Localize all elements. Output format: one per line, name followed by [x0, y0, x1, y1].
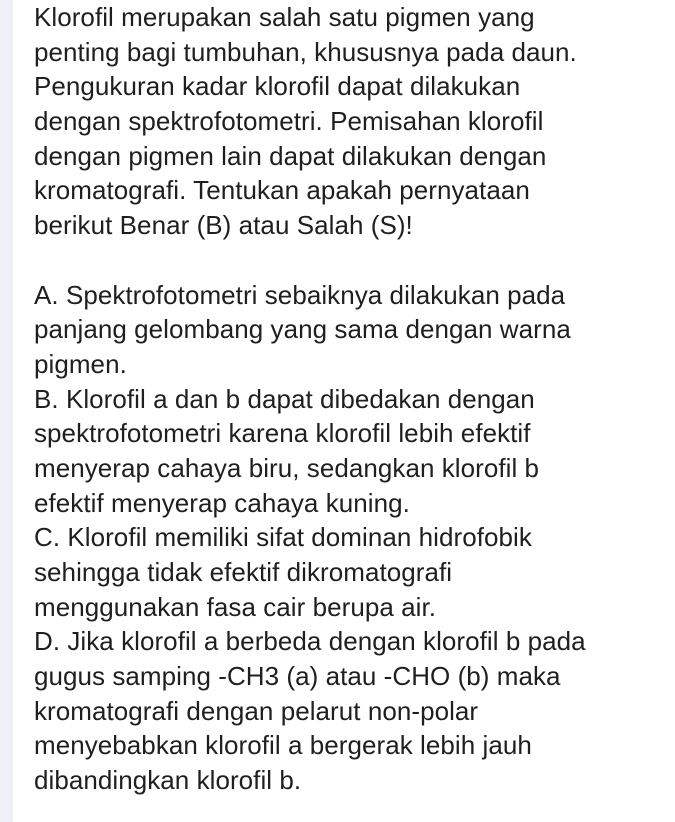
statement-line: sehingga tidak efektif dikromatografi — [34, 557, 453, 587]
statement-c — [34, 520, 674, 624]
statement-line: gugus samping -CH3 (a) atau -CHO (b) maka — [34, 661, 561, 692]
statement-line: dibandingkan klorofil b. — [34, 765, 302, 796]
left-border-bar — [0, 0, 13, 822]
statement-line: C. Klorofil memiliki sifat dominan hidrofobik — [34, 522, 532, 553]
statement-line: menggunakan fasa cair berupa air. — [34, 591, 437, 622]
intro-line: dengan pigmen lain dapat dilakukan dengan — [34, 140, 547, 171]
intro-line: dengan spektrofotometri. Pemisahan klorofil — [34, 106, 544, 137]
statement-line: pigmen. — [34, 348, 127, 379]
statement-line: menyebabkan klorofil a bergerak lebih jauh — [34, 730, 532, 761]
statement-line: menyerap cahaya biru, sedangkan klorofil b — [34, 452, 540, 483]
statement-line: kromatografi dengan pelarut non-polar — [34, 695, 479, 726]
intro-line: penting bagi tumbuhan, khususnya pada daun. — [34, 36, 577, 67]
intro-line: kromatografi. Tentukan apakah pernyataan — [34, 175, 530, 206]
statement-line: panjang gelombang yang sama dengan warna — [34, 314, 571, 345]
intro-paragraph — [34, 0, 674, 243]
statement-line: efektif menyerap cahaya kuning. — [34, 487, 410, 518]
statement-line: B. Klorofil a dan b dapat dibedakan dengan — [34, 383, 535, 414]
intro-line: berikut Benar (B) atau Salah (S)! — [34, 210, 413, 241]
paragraph-gap — [34, 243, 674, 278]
statement-line: A. Spektrofotometri sebaiknya dilakukan pada — [34, 279, 566, 310]
intro-line: Pengukuran kadar klorofil dapat dilakukan — [34, 71, 521, 102]
statement-a — [34, 278, 674, 382]
statement-line: spektrofotometri karena klorofil lebih efektif — [34, 418, 531, 449]
intro-line: Klorofil merupakan salah satu pigmen yang — [34, 2, 535, 32]
question-text — [34, 0, 674, 798]
statement-d — [34, 624, 674, 797]
statement-b — [34, 382, 674, 521]
statement-line: D. Jika klorofil a berbeda dengan klorofil b pada — [34, 626, 586, 657]
